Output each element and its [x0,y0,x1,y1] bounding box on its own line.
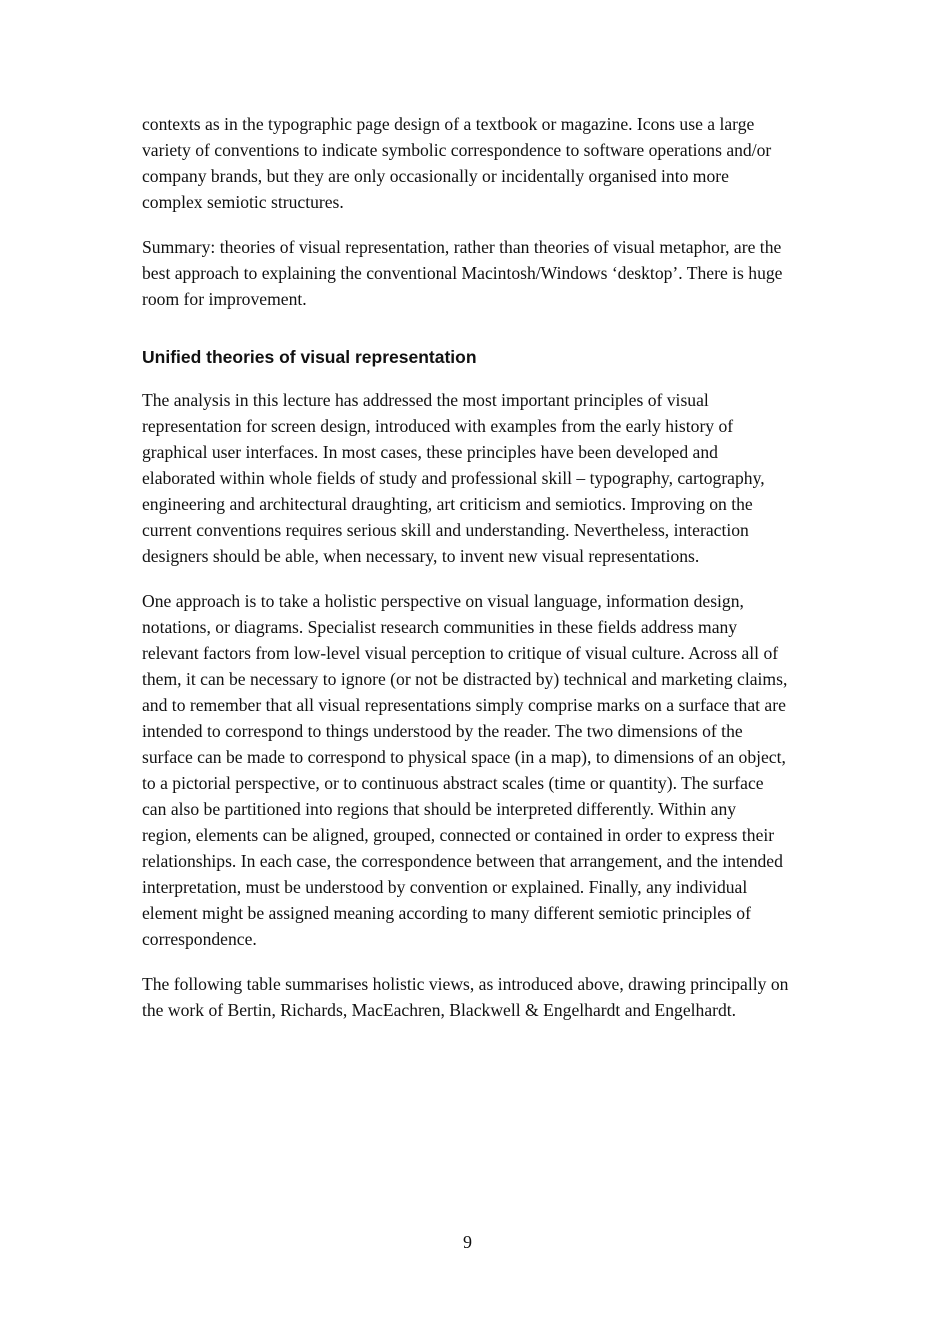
paragraph-table-intro: The following table summarises holistic views, as introduced above, drawing principally on the work of Bertin, Richards, MacEachren, Blackwell & Engelhardt and Engelhardt. [142,974,789,1020]
paragraph-icons-conventions: contexts as in the typographic page design of a textbook or magazine. Icons use a large variety of conventions to indicate symbolic correspondence to software operations and/or company brands, but they are only occasionally or incidentally organised into more complex semiotic structures. [142,114,772,212]
paragraph-summary: Summary: theories of visual representation, rather than theories of visual metaphor, are the best approach to explaining the conventional Macintosh/Windows ‘desktop’. There is huge room for improvement. [142,237,783,309]
paragraph-holistic-approach: One approach is to take a holistic perspective on visual language, information design, notations, or diagrams. Specialist research communities in these fields address many relevant factors from low-level visual perception to critique of visual culture. Across all of them, it can be necessary to ignore (or not be distracted by) technical and marketing claims, and to remember that all visual representations simply comprise marks on a surface that are intended to correspond to things understood by the reader. The two dimensions of the surface can be made to correspond to physical space (in a map), to dimensions of an object, to a pictorial perspective, or to continuous abstract scales (time or quantity). The surface can also be partitioned into regions that should be interpreted differently. Within any region, elements can be aligned, grouped, connected or contained in order to express their relationships. In each case, the correspondence between that arrangement, and the intended interpretation, must be understood by convention or explained. Finally, any individual element might be assigned meaning according to many different semiotic principles of correspondence. [142,591,788,949]
document-page [142,111,842,1042]
page-number: 9 [463,1232,472,1252]
section-heading: Unified theories of visual representation [142,347,477,367]
paragraph-analysis: The analysis in this lecture has addressed the most important principles of visual representation for screen design, introduced with examples from the early history of graphical user interfaces. In most cases, these principles have been developed and elaborated within whole fields of study and professional skill – typography, cartography, engineering and architectural draughting, art criticism and semiotics. Improving on the current conventions requires serious skill and understanding. Nevertheless, interaction designers should be able, when necessary, to invent new visual representations. [142,390,765,566]
